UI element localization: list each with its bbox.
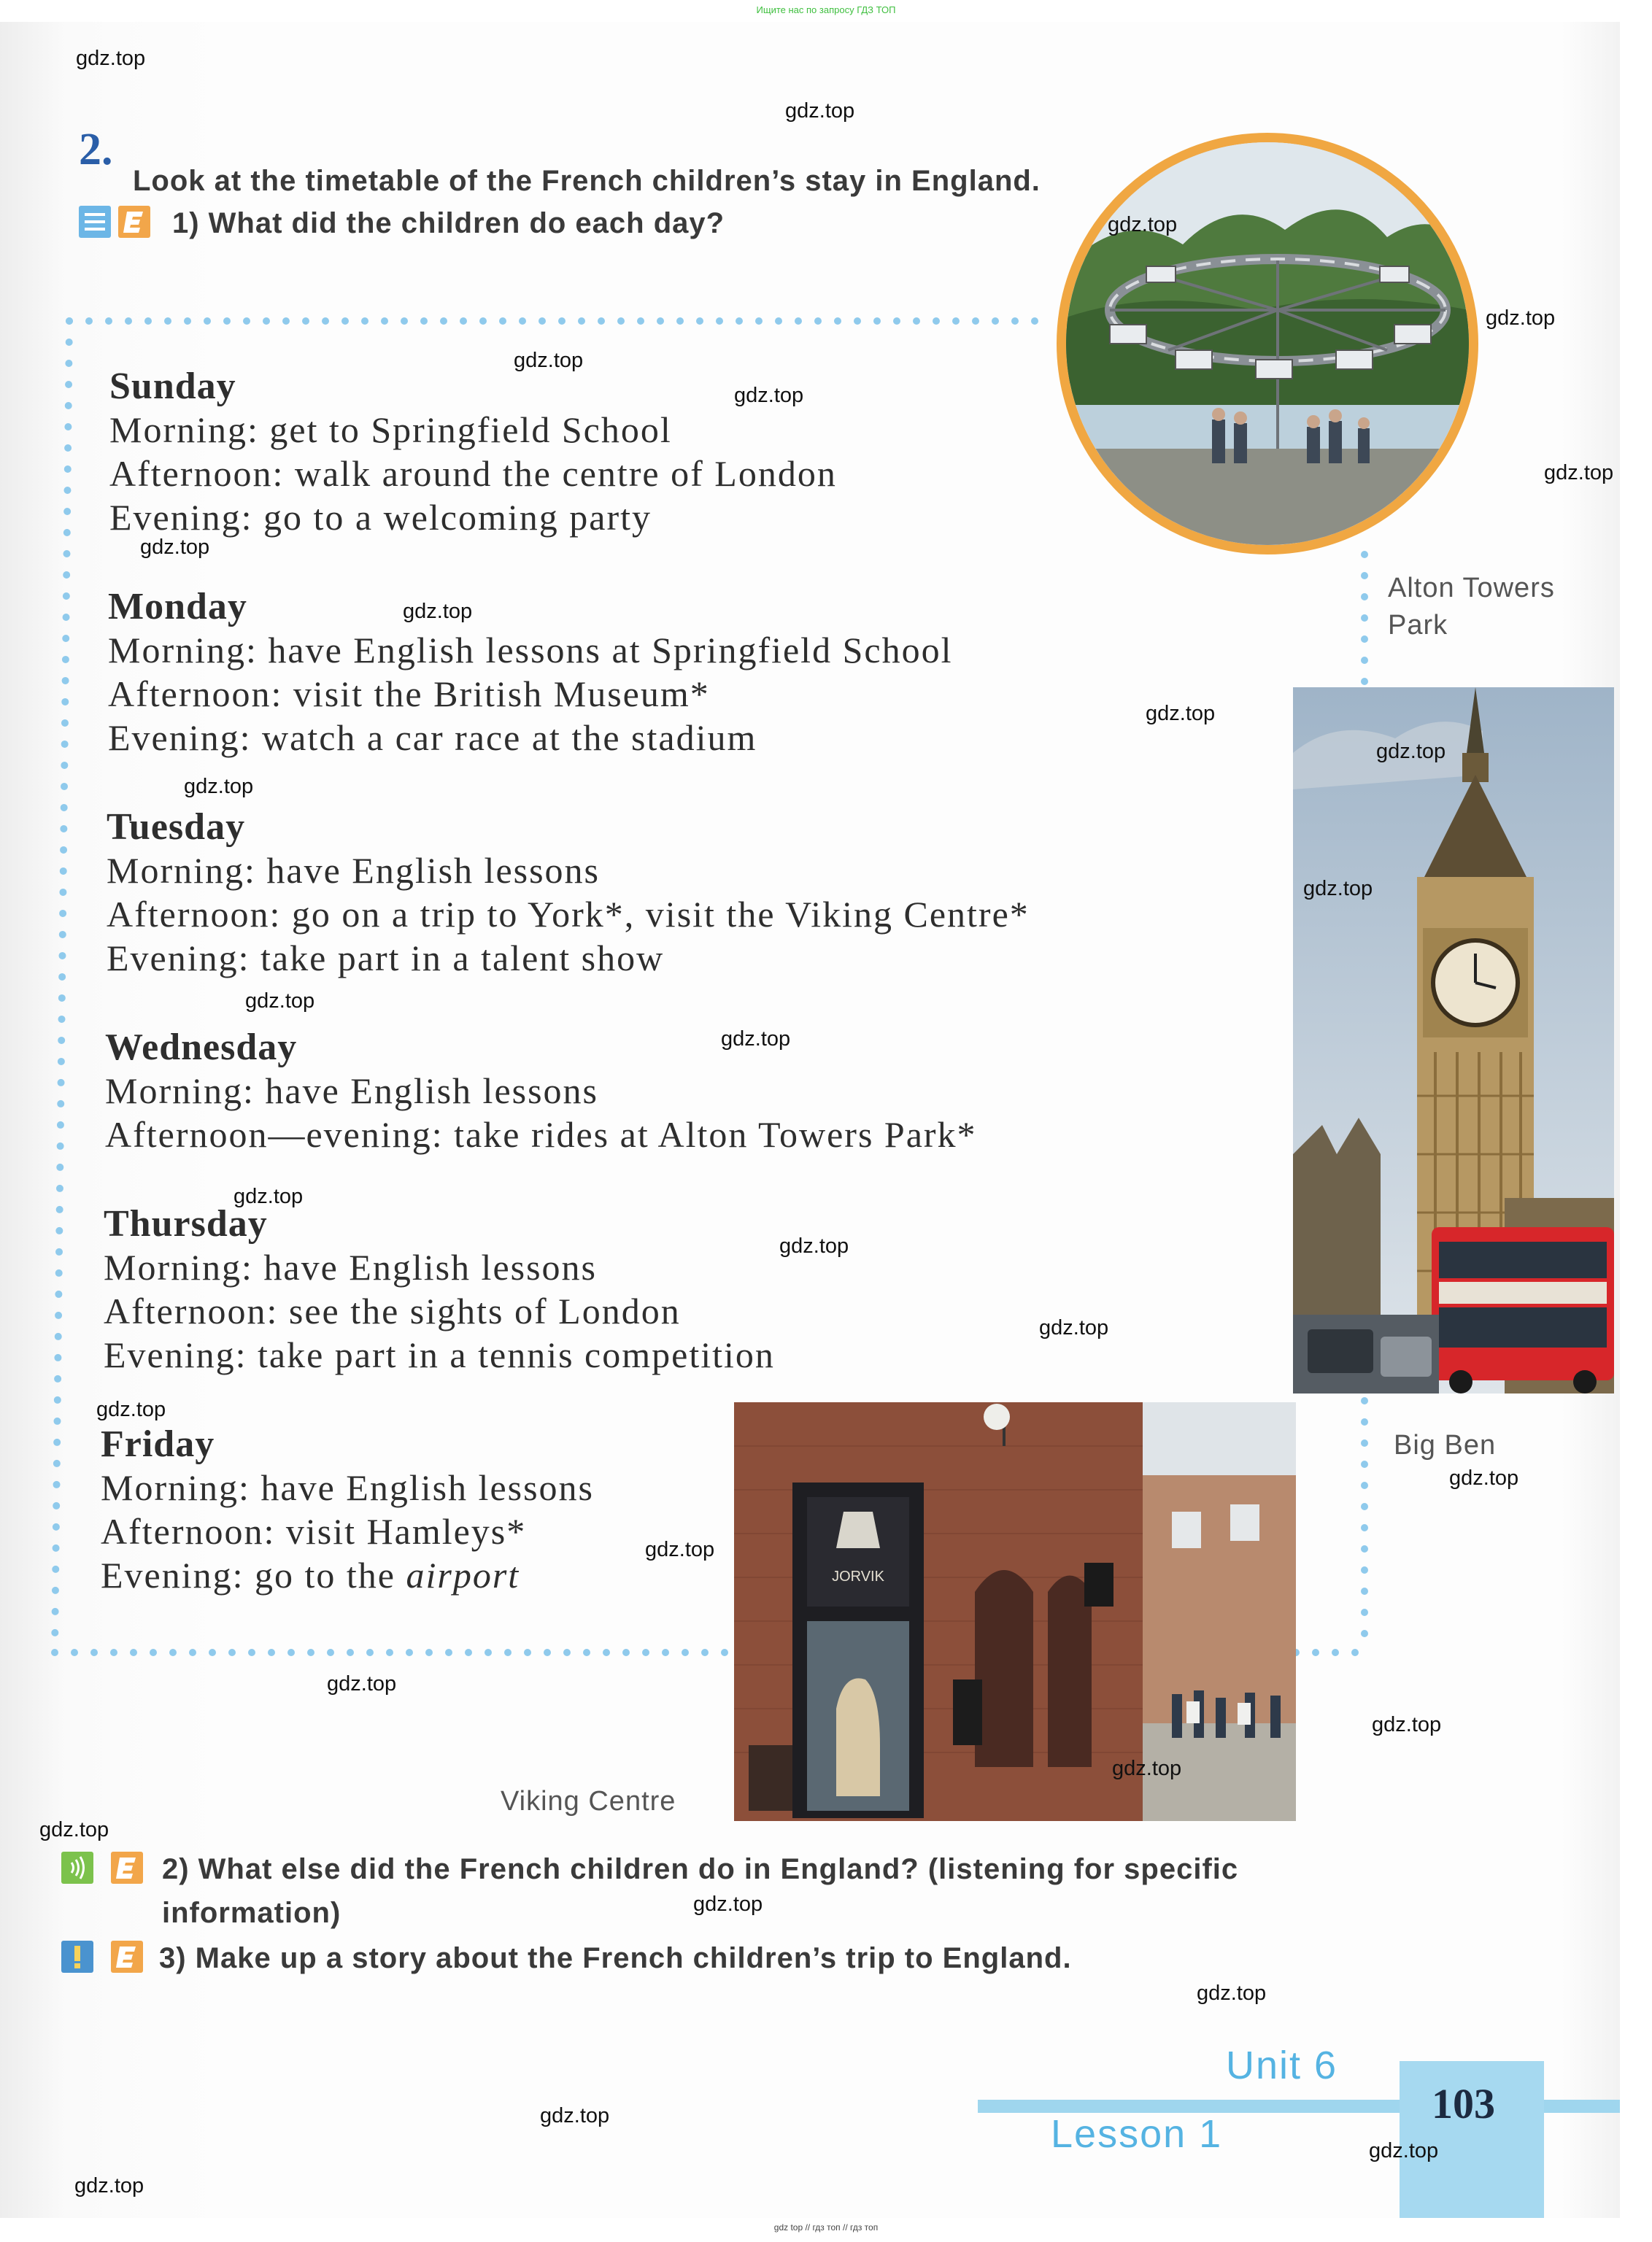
alton-towers-photo: [1057, 133, 1478, 554]
watermark: gdz.top: [721, 1027, 791, 1051]
watermark: gdz.top: [96, 1398, 166, 1421]
watermark: gdz.top: [39, 1818, 109, 1841]
day-monday: Monday: [108, 586, 247, 627]
jorvik-sign-text: JORVIK: [832, 1569, 884, 1585]
watermark: gdz.top: [779, 1234, 849, 1258]
timetable-line: Morning: have English lessons: [107, 850, 601, 891]
airport-word: airport: [406, 1555, 520, 1596]
watermark: gdz.top: [540, 2104, 610, 2127]
timetable-line: Evening: go to a welcoming party: [109, 497, 652, 538]
big-ben-photo: [1293, 687, 1614, 1393]
letter-e-icon: [118, 206, 150, 238]
watermark: gdz.top: [233, 1185, 304, 1208]
watermark: gdz.top: [1303, 877, 1373, 900]
textbook-page: [0, 22, 1620, 2218]
timetable-line: Afternoon: visit the British Museum*: [108, 673, 710, 714]
caption-viking-centre: Viking Centre: [501, 1786, 676, 1817]
day-sunday: Sunday: [109, 366, 236, 407]
evening-text: Evening: go to the: [101, 1555, 395, 1596]
watermark: gdz.top: [245, 989, 315, 1013]
watermark: gdz.top: [514, 349, 584, 372]
watermark: gdz.top: [1108, 213, 1178, 236]
watermark: gdz.top: [184, 775, 254, 798]
timetable-line-friday-evening: [101, 1554, 520, 1596]
watermark: gdz.top: [1376, 740, 1446, 763]
task-title: Look at the timetable of the French children’s stay in England.: [133, 165, 1041, 197]
viking-centre-photo: [734, 1402, 1296, 1821]
caption-alton-park: Park: [1388, 610, 1448, 641]
timetable-line: Morning: have English lessons: [104, 1247, 598, 1288]
timetable-line: Afternoon: visit Hamleys*: [101, 1511, 527, 1552]
watermark: gdz.top: [1146, 702, 1216, 725]
timetable-line: Morning: get to Springfield School: [109, 409, 672, 450]
day-wednesday: Wednesday: [105, 1027, 298, 1068]
watermark: gdz.top: [1544, 461, 1614, 484]
timetable-line: Evening: take part in a talent show: [107, 938, 665, 978]
text-lines-icon: [79, 206, 111, 238]
timetable-line: Afternoon—evening: take rides at Alton Towers Park*: [105, 1114, 977, 1155]
watermark: gdz.top: [1039, 1316, 1109, 1340]
watermark: gdz.top: [785, 99, 855, 123]
timetable-line: Afternoon: go on a trip to York*, visit the Viking Centre*: [107, 894, 1030, 935]
timetable-line: Morning: have English lessons at Springfield School: [108, 630, 953, 670]
timetable-line: Morning: have English lessons: [101, 1467, 595, 1508]
timetable-line: Evening: take part in a tennis competition: [104, 1334, 775, 1375]
timetable-line: Evening: watch a car race at the stadium: [108, 717, 757, 758]
unit-label: Unit 6: [1226, 2044, 1338, 2087]
page-number: 103: [1432, 2080, 1495, 2127]
day-friday: Friday: [101, 1423, 215, 1465]
listening-icon: [61, 1852, 93, 1884]
watermark: gdz.top: [1369, 2139, 1439, 2162]
watermark: gdz.top: [1112, 1757, 1182, 1780]
question-2-continued: information): [162, 1897, 341, 1929]
task-number: 2.: [79, 125, 113, 174]
question-3: 3) Make up a story about the French children’s trip to England.: [159, 1942, 1072, 1974]
timetable-line: Afternoon: see the sights of London: [104, 1291, 681, 1331]
watermark: gdz.top: [693, 1893, 763, 1916]
lesson-label: Lesson 1: [1051, 2112, 1223, 2156]
header-search-note: Ищите нас по запросу ГДЗ ТОП: [756, 4, 896, 15]
watermark: gdz.top: [76, 47, 146, 70]
watermark: gdz.top: [1486, 306, 1556, 330]
watermark: gdz.top: [645, 1538, 715, 1561]
watermark: gdz.top: [327, 1672, 397, 1696]
watermark: gdz.top: [74, 2174, 144, 2197]
letter-e-icon: [111, 1941, 143, 1973]
day-thursday: Thursday: [104, 1203, 268, 1245]
watermark: gdz.top: [1197, 1982, 1267, 2005]
timetable-line: Morning: have English lessons: [105, 1070, 599, 1111]
caption-big-ben: Big Ben: [1394, 1430, 1497, 1461]
timetable-line: Afternoon: walk around the centre of London: [109, 453, 837, 494]
footer-note: gdz top // гдз топ // гдз топ: [773, 2222, 879, 2233]
watermark: gdz.top: [140, 536, 210, 559]
letter-e-icon: [111, 1852, 143, 1884]
watermark: gdz.top: [1449, 1466, 1519, 1490]
watermark: gdz.top: [734, 384, 804, 407]
day-tuesday: Tuesday: [107, 806, 246, 848]
question-2: 2) What else did the French children do in England? (listening for specific: [162, 1853, 1239, 1885]
exclamation-icon: [61, 1941, 93, 1973]
watermark: gdz.top: [1372, 1713, 1442, 1736]
question-1: 1) What did the children do each day?: [172, 207, 725, 239]
caption-alton-towers: Alton Towers: [1388, 573, 1555, 603]
watermark: gdz.top: [403, 600, 473, 623]
